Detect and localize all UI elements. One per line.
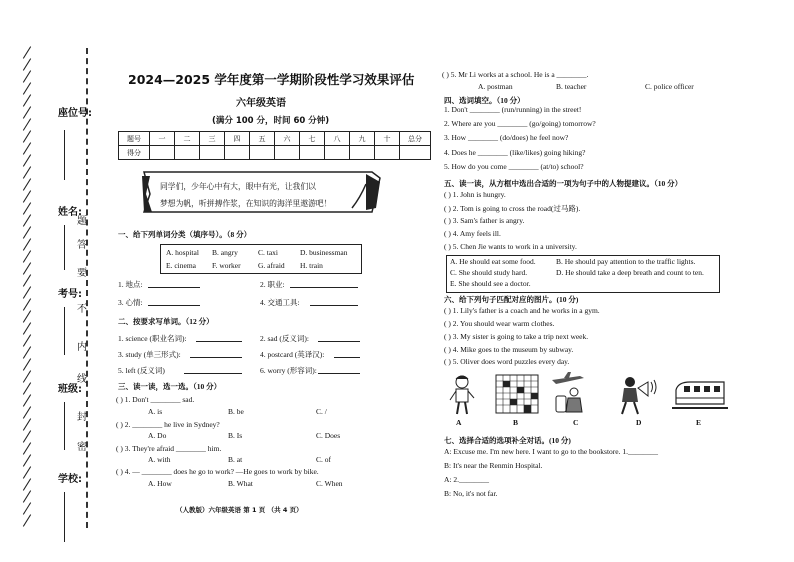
advice-item-1: ( ) 1. John is hungry.	[444, 190, 506, 199]
mc-question-1: ( ) 1. Don't ________ sad.	[116, 395, 195, 404]
mc-option[interactable]: B. at	[228, 455, 243, 464]
binding-slash	[23, 118, 31, 130]
binding-slash	[23, 226, 31, 238]
score-cell[interactable]	[400, 146, 431, 160]
score-table-header-cell: 十	[375, 132, 400, 146]
binding-slash	[23, 310, 31, 322]
binding-slash	[23, 454, 31, 466]
dialog-line: B: No, it's not far.	[444, 489, 498, 498]
binding-slash	[23, 346, 31, 358]
binding-slash	[23, 502, 31, 514]
word-bank-item: B. angry	[212, 248, 238, 257]
picture-label: E	[696, 418, 702, 427]
mc-question-2: ( ) 2. ________ he live in Sydney?	[116, 420, 220, 429]
category-2-label: 2. 职业:	[260, 280, 285, 289]
category-2-answer[interactable]	[290, 287, 358, 288]
class-field[interactable]	[64, 402, 65, 450]
match-item-5: ( ) 5. Oliver does word puzzles every day.	[444, 357, 570, 366]
advice-item-5: ( ) 5. Chen Jie wants to work in a university.	[444, 242, 577, 251]
mc-option[interactable]: B. be	[228, 407, 244, 416]
motto-line-2: 梦想为帆，听拼搏作浆，在知识的海洋里遨游吧！	[160, 199, 332, 208]
binding-slash	[23, 82, 31, 94]
mc-option[interactable]: B. What	[228, 479, 253, 488]
category-3-answer[interactable]	[148, 305, 200, 306]
binding-slash	[23, 478, 31, 490]
match-item-4: ( ) 4. Mike goes to the museum by subway.	[444, 345, 574, 354]
match-item-1: ( ) 1. Lily's father is a coach and he works in a gym.	[444, 306, 600, 315]
binding-slash	[23, 394, 31, 406]
score-table-header-cell: 九	[350, 132, 375, 146]
mc-option[interactable]: A. with	[148, 455, 171, 464]
warning-char: 要	[77, 268, 87, 279]
mc-option[interactable]: C. Does	[316, 431, 341, 440]
picture-label: A	[456, 418, 462, 427]
binding-slash	[23, 238, 31, 250]
fill-item-5: 5. How do you come ________ (at/to) school?	[444, 162, 584, 171]
score-cell[interactable]	[350, 146, 375, 160]
advice-option: A. He should eat some food.	[450, 257, 536, 266]
score-cell[interactable]	[175, 146, 200, 160]
name-field[interactable]	[64, 225, 65, 270]
fill-item-1: 1. Don't ________ (run/running) in the street!	[444, 105, 582, 114]
word-bank-item: C. taxi	[258, 248, 278, 257]
advice-item-3: ( ) 3. Sam's father is angry.	[444, 216, 525, 225]
word-bank-item: E. cinema	[166, 261, 196, 270]
mc-question-5: ( ) 5. Mr Li works at a school. He is a ________.	[442, 70, 589, 79]
binding-slash	[23, 250, 31, 262]
word-bank-item: G. afraid	[258, 261, 285, 270]
score-table-header-cell: 总分	[400, 132, 431, 146]
binding-slash	[23, 286, 31, 298]
binding-slash	[23, 322, 31, 334]
binding-slash	[23, 514, 31, 526]
score-cell[interactable]	[375, 146, 400, 160]
binding-slash	[23, 202, 31, 214]
binding-slash	[23, 418, 31, 430]
score-cell[interactable]	[250, 146, 275, 160]
binding-slash	[23, 70, 31, 82]
score-table-header-cell: 五	[250, 132, 275, 146]
score-table-header-cell: 七	[300, 132, 325, 146]
word-task-5: 5. left (反义词)	[118, 366, 165, 375]
mc-option[interactable]: C. When	[316, 479, 343, 488]
section7-heading: 七、选择合适的选项补全对话。(10 分)	[444, 436, 571, 445]
binding-slash	[23, 442, 31, 454]
mc-option[interactable]: B. teacher	[556, 82, 587, 91]
score-cell[interactable]	[325, 146, 350, 160]
word-task-1-answer[interactable]	[196, 341, 242, 342]
category-1-label: 1. 地点:	[118, 280, 143, 289]
warning-char: 内	[77, 342, 87, 353]
name-label: 姓名:	[58, 207, 82, 218]
binding-slash	[23, 106, 31, 118]
word-bank-item: A. hospital	[166, 248, 199, 257]
fill-item-4: 4. Does he ________ (like/likes) going hiking?	[444, 148, 586, 157]
category-4-answer[interactable]	[310, 305, 358, 306]
score-note: (满分 100 分，时间 60 分钟)	[212, 116, 330, 126]
section6-heading: 六、给下列句子匹配对应的图片。(10 分)	[444, 295, 579, 304]
picture-label: D	[636, 418, 642, 427]
mc-option[interactable]: A. is	[148, 407, 163, 416]
score-table-header-row	[119, 132, 431, 146]
seat-label: 座位号:	[58, 108, 92, 119]
category-4-label: 4. 交通工具:	[260, 298, 300, 307]
exam-no-label: 考号:	[58, 289, 82, 300]
fill-item-2: 2. Where are you ________ (go/going) tomorrow?	[444, 119, 596, 128]
exam-no-field[interactable]	[64, 307, 65, 355]
class-label: 班级:	[58, 384, 82, 395]
binding-slash	[23, 142, 31, 154]
binding-sidebar	[0, 0, 110, 562]
fill-item-3: 3. How ________ (do/does) he feel now?	[444, 133, 569, 142]
match-item-2: ( ) 2. You should wear warm clothes.	[444, 319, 555, 328]
warning-char: 不	[77, 304, 87, 315]
score-table-header-cell: 四	[225, 132, 250, 146]
dialog-line: A: 2.________	[444, 475, 489, 484]
category-3-label: 3. 心情:	[118, 298, 143, 307]
binding-slash	[23, 214, 31, 226]
word-task-2: 2. sad (反义词):	[260, 334, 309, 343]
binding-slash	[23, 58, 31, 70]
score-cell[interactable]	[150, 146, 175, 160]
binding-slash	[23, 178, 31, 190]
picture-e-subway	[672, 378, 728, 412]
word-task-6-answer[interactable]	[318, 373, 360, 374]
advice-option: B. He should pay attention to the traffic lights.	[556, 257, 696, 266]
mc-question-4: ( ) 4. — ________ does he go to work? —He goes to work by bike.	[116, 467, 319, 476]
advice-option: E. She should see a doctor.	[450, 279, 531, 288]
score-table-header-cell: 八	[325, 132, 350, 146]
advice-option: D. He should take a deep breath and count to ten.	[556, 268, 704, 277]
score-cell[interactable]	[200, 146, 225, 160]
word-task-1: 1. science (职业名词):	[118, 334, 187, 343]
binding-slash	[23, 382, 31, 394]
score-cell[interactable]	[275, 146, 300, 160]
warning-char: 密	[77, 442, 87, 453]
score-cell[interactable]	[300, 146, 325, 160]
binding-slash	[23, 94, 31, 106]
score-table-header-cell: 二	[175, 132, 200, 146]
mc-question-3: ( ) 3. They're afraid ________ him.	[116, 444, 222, 453]
binding-slash	[23, 406, 31, 418]
section1-heading: 一、给下列单词分类（填序号）。（8 分）	[118, 230, 252, 239]
score-table	[118, 131, 431, 160]
score-table-header-cell: 六	[275, 132, 300, 146]
picture-label: B	[513, 418, 519, 427]
seat-field[interactable]	[64, 130, 65, 180]
word-bank-item: F. worker	[212, 261, 241, 270]
picture-label: C	[573, 418, 579, 427]
picture-c-trip	[548, 370, 588, 416]
section5-heading: 五、读一读，从方框中选出合适的一项为句子中的人物提建议。（10 分）	[444, 179, 683, 188]
word-task-6: 6. worry (形容词):	[260, 366, 317, 375]
motto-line-1: 同学们，少年心中有大，眼中有光，让我们以	[160, 182, 316, 191]
section4-heading: 四、选词填空。（10 分）	[444, 96, 525, 105]
binding-slash	[23, 130, 31, 142]
binding-slash	[23, 430, 31, 442]
score-table-row-label: 题号	[119, 132, 150, 146]
score-table-header-cell: 一	[150, 132, 175, 146]
word-task-3: 3. study (单三形式):	[118, 350, 181, 359]
binding-slash	[23, 274, 31, 286]
mc-option[interactable]: A. postman	[478, 82, 513, 91]
section2-heading: 二、按要求写单词。（12 分）	[118, 317, 214, 326]
page-footer: （人教版）六年级英语 第 1 页 （共 4 页）	[176, 506, 303, 514]
mc-option[interactable]: C. police officer	[645, 82, 694, 91]
score-table-score-row	[119, 146, 431, 160]
warning-char: 线	[77, 374, 87, 385]
word-bank-item: D. businessman	[300, 248, 348, 257]
binding-slash	[23, 466, 31, 478]
binding-slash	[23, 166, 31, 178]
word-task-3-answer[interactable]	[190, 357, 242, 358]
binding-slash	[23, 334, 31, 346]
word-task-2-answer[interactable]	[318, 341, 360, 342]
binding-slash	[23, 154, 31, 166]
score-table-header-cell: 三	[200, 132, 225, 146]
picture-d-coach-megaphone	[616, 374, 662, 416]
mc-option[interactable]: A. How	[148, 479, 172, 488]
word-bank-item: H. train	[300, 261, 323, 270]
motto-banner	[140, 168, 385, 218]
school-field[interactable]	[64, 492, 65, 542]
binding-slash	[23, 262, 31, 274]
school-label: 学校:	[58, 474, 82, 485]
warning-char: 题	[77, 216, 87, 227]
advice-option: C. She should study hard.	[450, 268, 528, 277]
word-task-4-answer[interactable]	[334, 357, 360, 358]
page-title: 2024—2025 学年度第一学期阶段性学习效果评估	[128, 72, 415, 87]
section3-heading: 三、读一读，选一选。（10 分）	[118, 382, 222, 391]
dialog-line: A: Excuse me. I'm new here. I want to go to the bookstore. 1.________	[444, 447, 659, 456]
mc-option[interactable]: B. Is	[228, 431, 243, 440]
picture-a-coach	[448, 374, 476, 416]
score-cell[interactable]	[225, 146, 250, 160]
word-task-4: 4. postcard (英译汉):	[260, 350, 325, 359]
binding-slash	[23, 370, 31, 382]
mc-option[interactable]: C. /	[316, 407, 327, 416]
mc-option[interactable]: A. Do	[148, 431, 167, 440]
dialog-line: B: It's near the Renmin Hospital.	[444, 461, 543, 470]
binding-slash	[23, 46, 31, 58]
binding-slash	[23, 358, 31, 370]
picture-b-crossword	[495, 374, 539, 414]
mc-option[interactable]: C. of	[316, 455, 331, 464]
binding-slash	[23, 490, 31, 502]
binding-slash	[23, 298, 31, 310]
score-table-row-label: 得分	[119, 146, 150, 160]
binding-dash-line	[86, 48, 88, 528]
warning-char: 答	[77, 240, 87, 251]
warning-char: 封	[77, 412, 87, 423]
page-subtitle: 六年级英语	[236, 98, 286, 109]
category-1-answer[interactable]	[148, 287, 200, 288]
advice-item-2: ( ) 2. Tom is going to cross the road(过马路).	[444, 204, 581, 213]
match-item-3: ( ) 3. My sister is going to take a trip next week.	[444, 332, 589, 341]
advice-item-4: ( ) 4. Amy feels ill.	[444, 229, 501, 238]
binding-slash	[23, 190, 31, 202]
word-task-5-answer[interactable]	[184, 373, 242, 374]
